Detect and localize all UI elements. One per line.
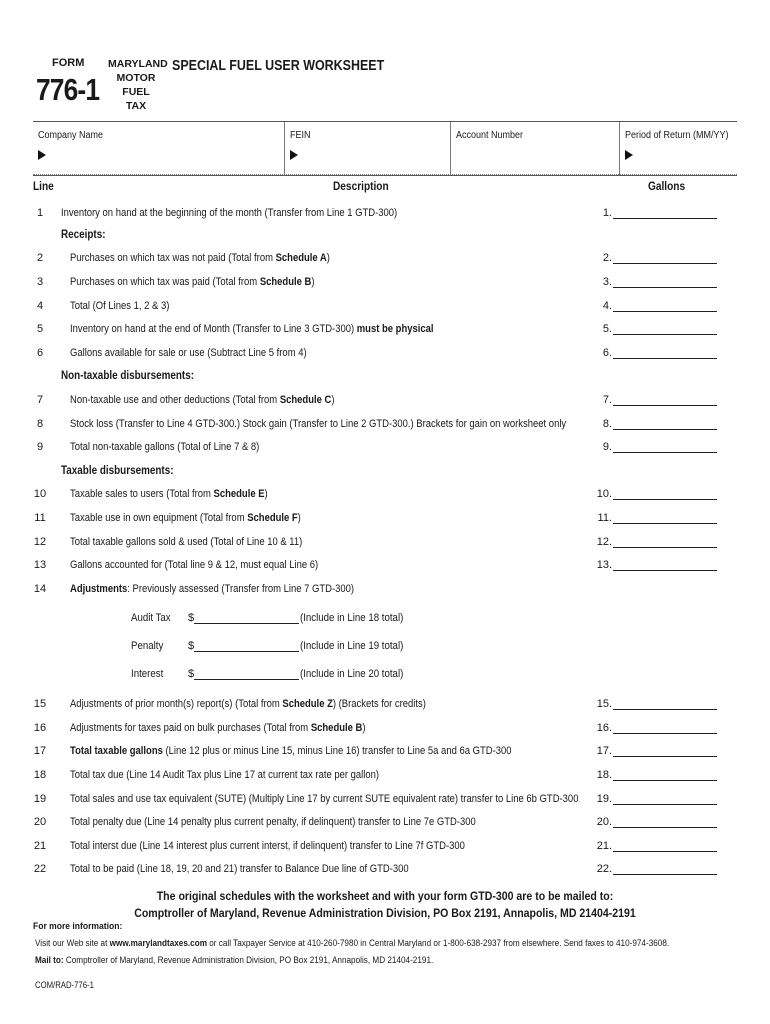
account-number-field[interactable] [450,122,619,175]
worksheet-line [0,488,770,508]
currency-symbol: $ [188,668,195,680]
line-number: 10 [33,488,47,500]
line-description [70,418,566,430]
line-ref: 21. [596,840,612,852]
line-ref: 5. [602,323,612,335]
worksheet-line [0,722,770,742]
description-text: ) [311,276,315,288]
gallons-input[interactable] [613,523,717,524]
adjustment-label: Audit Tax [131,612,171,624]
line-ref: 8. [602,418,612,430]
worksheet-line [0,207,770,227]
description-text: Total to be paid (Line 18, 19, 20 and 21) transfer to Balance Due line of GTD-300 [70,863,409,875]
fein-field[interactable] [284,122,450,175]
line-description [70,769,379,781]
adjustment-amount [188,612,418,624]
line-ref: 22. [596,863,612,875]
line-number: 19 [33,793,47,805]
gallons-input[interactable] [613,827,717,828]
line-number: 1 [36,207,44,219]
description-text: Adjustments for taxes paid on bulk purchases (Total from [70,722,311,734]
line-ref: 9. [602,441,612,453]
line-number: 15 [33,698,47,710]
line-description [70,698,426,710]
description-text: Purchases on which tax was not paid (Total from [70,252,276,264]
mail-to-address: Comptroller of Maryland, Revenue Administration Division, PO Box 2191, Annapolis, MD 21404-2191. [63,955,434,966]
amount-input[interactable] [194,669,299,680]
line-number: 4 [36,300,44,312]
adjustment-note: (Include in Line 19 total) [300,640,404,652]
line-ref: 4. [602,300,612,312]
description-text: ) [331,394,335,406]
gallons-input[interactable] [613,405,717,406]
mail-address: Comptroller of Maryland, Revenue Administration Division, PO Box 2191, Annapolis, MD 21404-2191 [134,906,636,920]
line-number: 6 [36,347,44,359]
worksheet-line [0,583,770,603]
description-text: Total tax due (Line 14 Audit Tax plus Line 17 at current tax rate per gallon) [70,769,380,781]
line-number: 9 [36,441,44,453]
worksheet-line [0,816,770,836]
description-text: Total (Of Lines 1, 2 & 3) [70,300,170,312]
amount-input[interactable] [194,641,299,652]
description-text: Inventory on hand at the end of Month (Transfer to Line 3 GTD-300) [70,323,357,335]
form-code: COM/RAD-776-1 [35,980,94,990]
line-number: 3 [36,276,44,288]
fein-label: FEIN [290,130,311,141]
column-header-line: Line [33,181,54,193]
amount-input[interactable] [194,613,299,624]
line-ref: 13. [596,559,612,571]
description-emphasis: Schedule C [279,394,332,406]
line-ref: 16. [596,722,612,734]
worksheet-line [0,323,770,343]
website-link[interactable]: www.marylandtaxes.com [109,938,207,949]
gallons-input[interactable] [613,547,717,548]
description-text: Purchases on which tax was paid (Total from [70,276,260,288]
worksheet-line [0,698,770,718]
agency-line-3: TAX [125,100,147,112]
worksheet-line [0,863,770,883]
company-name-field[interactable] [33,122,284,175]
worksheet-line [0,769,770,789]
period-of-return-field[interactable] [619,122,737,175]
line-ref: 12. [596,536,612,548]
gallons-input[interactable] [613,429,717,430]
line-ref: 17. [596,745,612,757]
worksheet-line [0,347,770,367]
line-description [70,840,465,852]
worksheet-line [0,276,770,296]
gallons-input[interactable] [613,756,717,757]
period-of-return-label: Period of Return (MM/YY) [625,130,729,141]
description-text: ) [326,252,330,264]
line-description [70,441,259,453]
description-text: ) (Brackets for credits) [332,698,426,710]
description-emphasis: Schedule A [275,252,327,264]
line-description [61,207,397,219]
description-text: Total non-taxable gallons (Total of Line 7 & 8) [70,441,260,453]
section-receipts: Receipts: [61,229,106,241]
description-text: Stock loss (Transfer to Line 4 GTD-300.) Stock gain (Transfer to Line 2 GTD-300.) Brackets for gain on worksheet only [70,418,567,430]
gallons-input[interactable] [613,334,717,335]
worksheet-line [0,252,770,272]
line-description [70,816,476,828]
line-ref: 1. [602,207,612,219]
line-number: 17 [33,745,47,757]
line-ref: 3. [602,276,612,288]
gallons-input[interactable] [613,851,717,852]
phone-text: or call Taxpayer Service at 410-260-7980 in Central Maryland or 1-800-638-2937 from elsewhere. Send faxes to 410-974-3608. [206,938,670,949]
line-ref: 11. [597,512,612,524]
worksheet-line [0,441,770,461]
section-nontaxable: Non-taxable disbursements: [61,370,195,382]
worksheet-line [0,793,770,813]
description-text: Gallons accounted for (Total line 9 & 12, must equal Line 6) [70,559,319,571]
column-header-description: Description [333,181,389,193]
description-emphasis: Adjustments [70,583,128,595]
gallons-input[interactable] [613,499,717,500]
line-ref: 20. [596,816,612,828]
description-text: (Line 12 plus or minus Line 15, minus Line 16) transfer to Line 5a and 6a GTD-300 [162,745,512,757]
form-label: FORM [52,57,85,69]
worksheet-line [0,512,770,532]
description-text: Taxable sales to users (Total from [70,488,214,500]
gallons-input[interactable] [613,452,717,453]
arrow-right-icon [38,150,46,160]
line-ref: 2. [602,252,612,264]
dotted-divider [33,174,737,175]
line-description [70,300,169,312]
worksheet-line [0,536,770,556]
gallons-input[interactable] [613,570,717,571]
description-text: ) [362,722,366,734]
worksheet-line [0,418,770,438]
line-ref: 6. [602,347,612,359]
line-number: 2 [36,252,44,264]
line-description [70,863,409,875]
line-ref: 19. [596,793,612,805]
adjustment-note: (Include in Line 18 total) [300,612,404,624]
description-emphasis: Schedule E [213,488,265,500]
gallons-input[interactable] [613,311,717,312]
line-ref: 10. [596,488,612,500]
arrow-right-icon [625,150,633,160]
mail-to-label: Mail to: [35,955,64,966]
description-text: : Previously assessed (Transfer from Line 7 GTD-300) [127,583,355,595]
line-number: 11 [34,512,46,524]
gallons-input[interactable] [613,804,717,805]
description-text: Total interst due (Line 14 interest plus current interst, if delinquent) transfer to Line 7f GTD-300 [70,840,465,852]
page-title: SPECIAL FUEL USER WORKSHEET [172,58,385,74]
description-emphasis: Schedule B [310,722,363,734]
mail-to-info [35,955,433,966]
gallons-input[interactable] [613,263,717,264]
line-number: 22 [33,863,47,875]
gallons-input[interactable] [613,780,717,781]
description-emphasis: must be physical [356,323,434,335]
description-emphasis: Schedule F [247,512,298,524]
line-description [70,722,366,734]
description-emphasis: Schedule Z [282,698,333,710]
line-ref: 15. [596,698,612,710]
gallons-input[interactable] [613,218,717,219]
worksheet-line [0,745,770,765]
description-text: ) [264,488,268,500]
line-description [70,394,335,406]
description-text: Adjustments of prior month(s) report(s) (Total from [70,698,283,710]
description-text: Total taxable gallons sold & used (Total of Line 10 & 11) [70,536,303,548]
contact-info [35,938,740,949]
line-number: 7 [36,394,44,406]
description-text: Non-taxable use and other deductions (Total from [70,394,280,406]
agency-name [108,57,168,113]
mail-instructions: The original schedules with the worksheet and with your form GTD-300 are to be mailed to: [156,889,614,903]
worksheet-line [0,840,770,860]
line-number: 21 [33,840,47,852]
gallons-input[interactable] [613,874,717,875]
description-text: Taxable use in own equipment (Total from [70,512,248,524]
worksheet-line [0,559,770,579]
line-number: 16 [33,722,47,734]
line-description [70,745,512,757]
gallons-input[interactable] [613,358,717,359]
line-description [70,793,578,805]
adjustment-amount [188,640,418,652]
description-text: Inventory on hand at the beginning of the month (Transfer from Line 1 GTD-300) [61,207,398,219]
adjustment-label: Penalty [131,640,164,652]
currency-symbol: $ [188,640,195,652]
visit-text: Visit our Web site at [35,938,110,949]
currency-symbol: $ [188,612,195,624]
description-text: ) [297,512,301,524]
section-taxable: Taxable disbursements: [61,465,174,477]
line-number: 14 [33,583,47,595]
line-description [70,276,314,288]
line-number: 12 [33,536,47,548]
adjustment-amount [188,668,418,680]
worksheet-line [0,394,770,414]
description-emphasis: Total taxable gallons [70,745,163,757]
gallons-input[interactable] [613,709,717,710]
line-number: 5 [36,323,44,335]
column-header-gallons: Gallons [648,181,686,193]
more-info-heading: For more information: [33,921,123,932]
line-description [70,347,307,359]
line-description [70,583,354,595]
company-name-label: Company Name [38,130,104,141]
agency-line-1: MARYLAND [108,58,168,70]
taxpayer-info-fields [33,121,737,176]
worksheet-line [0,300,770,320]
description-emphasis: Schedule B [259,276,312,288]
account-number-label: Account Number [456,130,524,141]
form-number: 776-1 [36,72,100,107]
agency-line-2: MOTOR FUEL [116,72,156,98]
line-number: 8 [36,418,44,430]
line-number: 13 [33,559,47,571]
description-text: Gallons available for sale or use (Subtract Line 5 from 4) [70,347,307,359]
line-description [70,252,330,264]
line-number: 20 [33,816,47,828]
gallons-input[interactable] [613,287,717,288]
gallons-input[interactable] [613,733,717,734]
line-ref: 18. [596,769,612,781]
description-text: Total sales and use tax equivalent (SUTE) (Multiply Line 17 by current SUTE equivalent rate) transfer to Line 6b GTD-300 [70,793,579,805]
line-description [70,512,301,524]
description-text: Total penalty due (Line 14 penalty plus current penalty, if delinquent) transfer to Line 7e GTD-300 [70,816,476,828]
line-description [70,488,268,500]
line-description [70,323,434,335]
adjustment-note: (Include in Line 20 total) [300,668,404,680]
adjustment-label: Interest [131,668,164,680]
arrow-right-icon [290,150,298,160]
line-ref: 7. [602,394,612,406]
line-description [70,559,318,571]
line-number: 18 [33,769,47,781]
line-description [70,536,302,548]
